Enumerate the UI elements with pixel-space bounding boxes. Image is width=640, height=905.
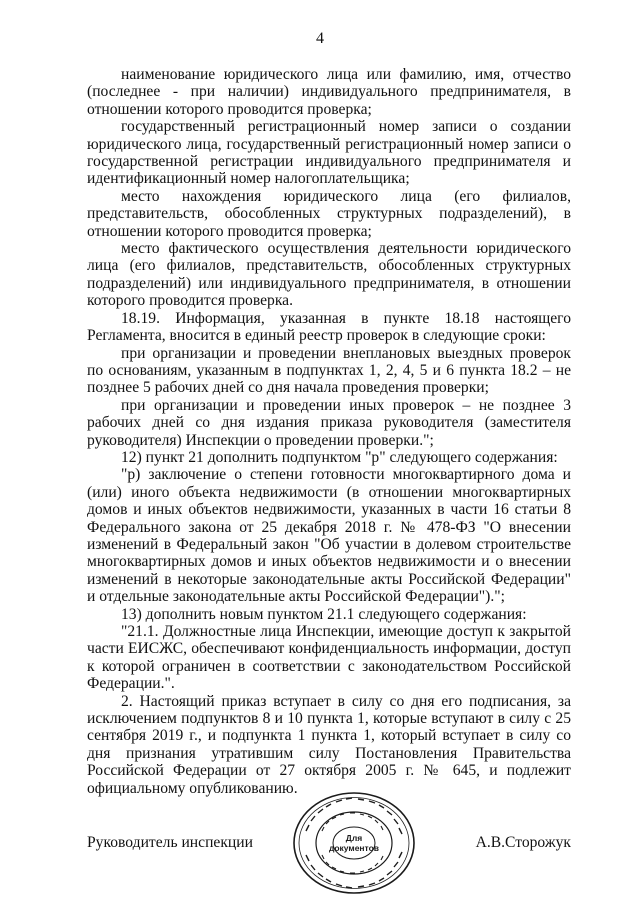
paragraph: при организации и проведении внеплановых выездных проверок по основаниям, указанным в подпунктах 1, 2, 4, 5 и 6 пункта 18.2 – не позднее 5 рабочих дней со дня начала проведения проверки; xyxy=(87,344,571,397)
official-seal-stamp xyxy=(292,791,416,896)
paragraph: "21.1. Должностные лица Инспекции, имеющие доступ к закрытой части ЕИСЖС, обеспечивают конфиденциальность информации, доступ к которой ограничен в соответствии с законодательством Российской Федерации.". xyxy=(87,623,571,693)
paragraph: место нахождения юридического лица (его филиалов, представительств, обособленных структурных подразделений), в отношении которого проводится проверка; xyxy=(87,187,571,240)
paragraph: при организации и проведении иных проверок – не позднее 3 рабочих дней со дня издания приказа руководителя (заместителя руководителя) Инспекции о проведении проверки."; xyxy=(87,396,571,449)
paragraph: место фактического осуществления деятельности юридического лица (его филиалов, представительств, обособленных структурных подразделений) или индивидуального предпринимателя, в отношении которого проводится проверка. xyxy=(87,240,571,310)
document-body xyxy=(87,66,571,797)
seal-center-text: Для xyxy=(345,833,363,843)
paragraph: 18.19. Информация, указанная в пункте 18.18 настоящего Регламента, вносится в единый реестр проверок в следующие сроки: xyxy=(87,309,571,345)
paragraph: наименование юридического лица или фамилию, имя, отчество (последнее - при наличии) индивидуального предпринимателя, в отношении которого проводится проверка; xyxy=(87,66,571,118)
paragraph: "р) заключение о степени готовности многоквартирного дома и (или) иного объекта недвижимости (в отношении многоквартирных домов и иных объектов недвижимости, указанных в части 16 статьи 8 Федерального закона от 25 декабря 2018 г. № 478-ФЗ "О внесении изменений в Федеральный закон "Об участии в долевом строительстве многоквартирных домов и иных объектов недвижимости и о внесении изменений в некоторые законодательные акты Российской Федерации" и отдельные законодательные акты Российской Федерации")."; xyxy=(87,466,571,606)
paragraph: 2. Настоящий приказ вступает в силу со дня его подписания, за исключением подпунктов 8 и 10 пункта 1, которые вступают в силу с 25 сентября 2019 г., и подпункта 1 пункта 1, который вступает в силу со дня признания утратившим силу Постановления Правительства Российской Федерации от 27 октября 2005 г. № 645, и подлежит официальному опубликованию. xyxy=(87,692,571,797)
signatory-title: Руководитель инспекции xyxy=(87,834,253,851)
seal-center-text: документов xyxy=(328,843,380,853)
paragraph: государственный регистрационный номер записи о создании юридического лица, государственный регистрационный номер записи о государственной регистрации индивидуального предпринимателя и идентификационный номер налогоплательщика; xyxy=(87,118,571,188)
paragraph: 12) пункт 21 дополнить подпунктом "р" следующего содержания: xyxy=(121,448,558,466)
page-number: 4 xyxy=(316,30,324,47)
paragraph: 13) дополнить новым пунктом 21.1 следующего содержания: xyxy=(121,605,527,623)
signatory-name: А.В.Сторожук xyxy=(475,834,571,851)
